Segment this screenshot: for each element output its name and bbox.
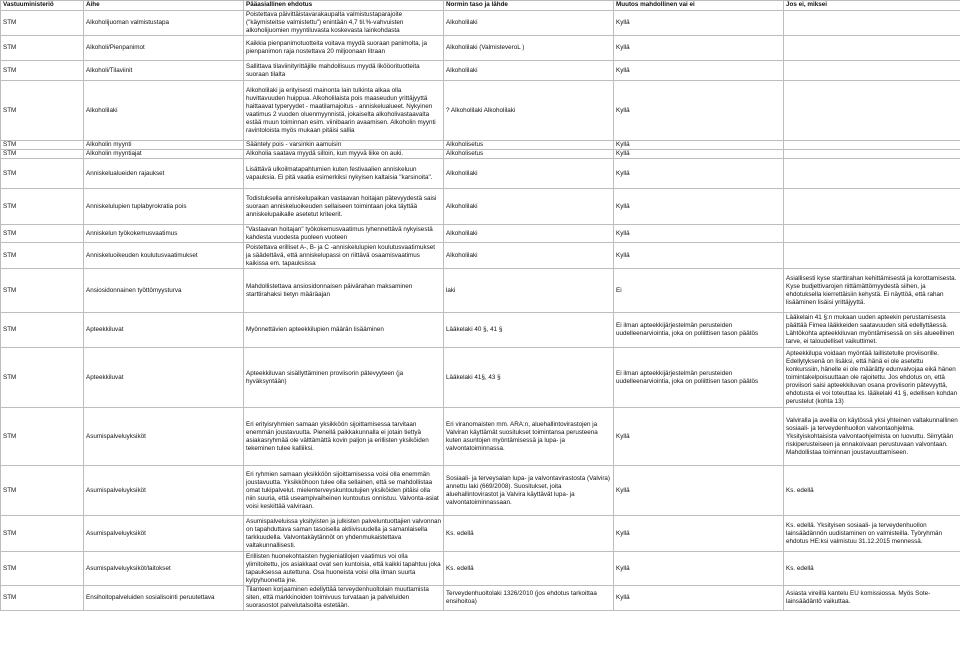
proposal-cell: Poistettava päivittäistavarakaupalta valmistustaparajoite ("käymisteitse valmistettu") enintään 4,7 til.%-vahvuisten alkoholijuomien myyntiluvasta koskevasta lainkohdasta bbox=[244, 11, 444, 36]
change-possible-cell: Kyllä bbox=[614, 552, 784, 586]
norm-source-cell: Alkoholisetus bbox=[444, 150, 614, 159]
change-possible-cell: Kyllä bbox=[614, 243, 784, 269]
proposal-cell: Apteekkiluvan sisällyttäminen proviisorin pätevyyteen (ja hyväksyntään) bbox=[244, 348, 444, 408]
table-row bbox=[1, 243, 960, 269]
ministry-cell: STM bbox=[1, 225, 84, 243]
change-possible-cell: Kyllä bbox=[614, 466, 784, 516]
topic-cell: Anniskelulupien tuplabyrokratia pois bbox=[84, 189, 244, 225]
norm-source-cell: Alkoholilaki (ValmisteveroL ) bbox=[444, 36, 614, 61]
reason-cell: Asiasta vireillä kantelu EU komissiossa. Myös Sote-lainsäädäntö vaikuttaa. bbox=[784, 586, 960, 611]
proposal-cell: Lisättävä ulkoilmatapahtumien kuten festivaalien anniskeluun vapauksia. Ei pitä vaatia esimerkiksi nykyisen kaltaisia "karsinoita". bbox=[244, 159, 444, 189]
proposal-cell: Tilanteen korjaaminen edellyttää terveydenhuoltolain muuttamista siten, että markkinoiden toimivuus turvataan ja palveluiden suorasostot palvelutalsoilta estetään. bbox=[244, 586, 444, 611]
change-possible-cell: Kyllä bbox=[614, 408, 784, 466]
table-row bbox=[1, 466, 960, 516]
proposal-cell: Mahdollistettava ansiosidonnaisen päivärahan maksaminen starttirahaksi tietyn määräajan bbox=[244, 269, 444, 313]
change-possible-cell: Kyllä bbox=[614, 36, 784, 61]
table-row bbox=[1, 36, 960, 61]
topic-cell: Alkoholin myynti bbox=[84, 141, 244, 150]
reason-cell: Ks. edellä bbox=[784, 552, 960, 586]
topic-cell: Asumispalveluyksiköt bbox=[84, 516, 244, 552]
change-possible-cell: Kyllä bbox=[614, 159, 784, 189]
table-row bbox=[1, 61, 960, 81]
ministry-cell: STM bbox=[1, 81, 84, 141]
topic-cell: Alkoholin myyntiajat bbox=[84, 150, 244, 159]
norm-source-cell: Alkoholilaki bbox=[444, 159, 614, 189]
norm-source-cell: Terveydenhuoltolaki 1326/2010 (jos ehdotus tarkoittaa ensihoitoa) bbox=[444, 586, 614, 611]
reason-cell bbox=[784, 225, 960, 243]
change-possible-cell: Ei ilman apteekkijärjestelmän perusteiden uudelleenarviointia, joka on poliittisen tason päätös bbox=[614, 348, 784, 408]
header-ministry: Vastuuministeriö bbox=[1, 1, 84, 11]
topic-cell: Alkoholijuoman valmistustapa bbox=[84, 11, 244, 36]
reason-cell bbox=[784, 11, 960, 36]
ministry-cell: STM bbox=[1, 516, 84, 552]
header-topic: Aihe bbox=[84, 1, 244, 11]
change-possible-cell: Kyllä bbox=[614, 11, 784, 36]
topic-cell: Alkoholi/Pienpanimot bbox=[84, 36, 244, 61]
ministry-cell: STM bbox=[1, 189, 84, 225]
table-row bbox=[1, 141, 960, 150]
norm-source-cell: Ks. edellä bbox=[444, 516, 614, 552]
topic-cell: Anniskelualueiden rajaukset bbox=[84, 159, 244, 189]
table-row bbox=[1, 81, 960, 141]
table-row bbox=[1, 348, 960, 408]
topic-cell: Alkoholi/Tilaviinit bbox=[84, 61, 244, 81]
table-row bbox=[1, 586, 960, 611]
ministry-cell: STM bbox=[1, 552, 84, 586]
reason-cell: Apteekkilupa voidaan myöntää laillistetulle proviisorille. Edellytyksenä on lisäksi, että hänä ei ole asetettu konkurssiin, hänelle ei ole määrätty edunvalvojaa eikä hänen toimintakelpoisuuttaan ole rajoitettu. Jos ehdotus on, että proviisori saisi apteekkiluvan osana proviisorin pätevyyttä, ehdotusta ei voi toteuttaa ks. lääkelaki 41 §, edellisen kohdan perustelut (kohta 13) bbox=[784, 348, 960, 408]
header-norm-source: Normin taso ja lähde bbox=[444, 1, 614, 11]
change-possible-cell: Kyllä bbox=[614, 189, 784, 225]
table-row bbox=[1, 189, 960, 225]
topic-cell: Asumispalveluyksiköt/laitokset bbox=[84, 552, 244, 586]
topic-cell: Ansiosidonnainen työttömyysturva bbox=[84, 269, 244, 313]
topic-cell: Apteekkiluvat bbox=[84, 348, 244, 408]
proposal-cell: Kaikkia pienpanimotuotteita voitava myydä suoraan panimolta, ja pienpanimon raja nostettava 20 miljoonaan litraan bbox=[244, 36, 444, 61]
change-possible-cell: Ei bbox=[614, 269, 784, 313]
reason-cell bbox=[784, 159, 960, 189]
table-row bbox=[1, 225, 960, 243]
proposal-cell: Asumispalveluissa yksityisten ja julkisten palveluntuottajien valvonnan on tapahduttava saman tasoisella aktiivisuudella ja samanlaisella tarkkuudella. Valvontakäytännöt on yhdenmukaistettava valtakunnallisesti. bbox=[244, 516, 444, 552]
proposal-cell: "Vastaavan hoitajan" työkokemusvaatimus lyhennettävä nykyisestä kahdesta vuodesta puoleen vuoteen bbox=[244, 225, 444, 243]
reason-cell: Valviralla ja aveilla on käytössä yksi yhteinen valtakunnallinen sosiaali- ja terveydenhuollon valvontaohjelma. Yksityiskohtaisista valvontaohjelmista on luovuttu. Siirrytään riskiperusteiseen ja ennakoivaan perustuvaan valvontaan. Mahdollistaa toiminnan joustavuuttamiseen. bbox=[784, 408, 960, 466]
change-possible-cell: Kyllä bbox=[614, 516, 784, 552]
proposal-cell: Eri erityisryhmien samaan yksikköön sijoittamisessa tarvitaan enemmän joustavuutta. Pienellä paikkakunnalla ei jotain tiettyä asiakasryhmää ole välttämättä kovin paljon ja erillisten yksiköiden tekeminen tulee kalliiksi. bbox=[244, 408, 444, 466]
table-row bbox=[1, 516, 960, 552]
proposal-cell: Alkoholia saatava myydä silloin, kun myyvä liike on auki. bbox=[244, 150, 444, 159]
ministry-cell: STM bbox=[1, 269, 84, 313]
ministry-cell: STM bbox=[1, 313, 84, 348]
proposal-cell: Eri ryhmien samaan yksikköön sijoittamisessa voisi olla enemmän joustavuutta. Yksikköhoon tulee olla sellainen, että se mahdollistaa omat tukipalvelut. mielenterveyskuntoutujien yksiköiden pitäisi olla niin suuria, että useampivaiheinen kuntoutus onnistuu. Valvonta-asiat voisi keskittää valviraan. bbox=[244, 466, 444, 516]
table-row bbox=[1, 269, 960, 313]
ministry-cell: STM bbox=[1, 36, 84, 61]
reason-cell bbox=[784, 150, 960, 159]
header-change-possible: Muutos mahdollinen vai ei bbox=[614, 1, 784, 11]
topic-cell: Alkoholilaki bbox=[84, 81, 244, 141]
change-possible-cell: Kyllä bbox=[614, 141, 784, 150]
reason-cell bbox=[784, 81, 960, 141]
topic-cell: Asumispalveluyksiköt bbox=[84, 466, 244, 516]
norm-source-cell: Alkoholilaki bbox=[444, 243, 614, 269]
header-row bbox=[1, 1, 960, 11]
norm-source-cell: Ks. edellä bbox=[444, 552, 614, 586]
reason-cell bbox=[784, 61, 960, 81]
ministry-cell: STM bbox=[1, 348, 84, 408]
change-possible-cell: Kyllä bbox=[614, 586, 784, 611]
change-possible-cell: Ei ilman apteekkijärjestelmän perusteiden uudelleenarviointia, joka on poliittisen tason päätös bbox=[614, 313, 784, 348]
reason-cell: Ks. edellä. Yksityisen sosiaali- ja terveydenhuollon lainsäädännön uudistaminen on valmisteilla. Työryhmän ehdotus HE:ksi valmistuu 31.12.2015 mennessä. bbox=[784, 516, 960, 552]
reason-cell: Asiallisesti kyse starttirahan kehittämisestä ja korottamisesta. Kyse budjettivarojen riittämättömyydestä siihen, ja ehdotuksella kierrettäisiin kehystä. Ei näyttöä, että rahan lisääminen lisäisi yrittäjyyttä. bbox=[784, 269, 960, 313]
table-row bbox=[1, 408, 960, 466]
norm-source-cell: Alkoholilaki bbox=[444, 189, 614, 225]
reason-cell bbox=[784, 189, 960, 225]
proposal-cell: Sääntely pois - varsinkin aamuisin bbox=[244, 141, 444, 150]
topic-cell: Anniskelun työkokemusvaatimus bbox=[84, 225, 244, 243]
norm-source-cell: Lääkelaki 41§, 43 § bbox=[444, 348, 614, 408]
ministry-cell: STM bbox=[1, 159, 84, 189]
reason-cell bbox=[784, 141, 960, 150]
proposal-cell: Todistuksella anniskelupaikan vastaavan hoitajan pätevyydestä saisi suoraan anniskeluoikeuden sellaiseen toimintaan joka täyttää anniskelupaikalle asetetut kriteerit. bbox=[244, 189, 444, 225]
table-row bbox=[1, 313, 960, 348]
norm-source-cell: ? Alkoholilaki Alkoholilaki bbox=[444, 81, 614, 141]
topic-cell: Ensihoitopalveluiden sosialisointi peruutettava bbox=[84, 586, 244, 611]
norm-source-cell: Lääkelaki 40 §, 41 § bbox=[444, 313, 614, 348]
ministry-cell: STM bbox=[1, 150, 84, 159]
norm-source-cell: laki bbox=[444, 269, 614, 313]
change-possible-cell: Kyllä bbox=[614, 81, 784, 141]
proposal-cell: Poistettava erilliset A-, B- ja C -anniskelulupien koulutusvaatimukset ja säädettävä, että anniskelupassi on riittävä osaamisvaatimus kaikissa em. tapauksissa bbox=[244, 243, 444, 269]
ministry-cell: STM bbox=[1, 11, 84, 36]
ministry-cell: STM bbox=[1, 243, 84, 269]
reason-cell bbox=[784, 243, 960, 269]
header-reason: Jos ei, miksei bbox=[784, 1, 960, 11]
ministry-cell: STM bbox=[1, 408, 84, 466]
table-row bbox=[1, 552, 960, 586]
proposal-cell: Erillisten huonekohtaisten hygieniatilojen vaatimus voi olla ylimitoitettu, jos asiakkaat ovat sen kuntoisia, että kaikki tapahtuu joka tapauksessa autettuna. Osa huoneista voisi olla ilman suurta kylpyhuonetta jne. bbox=[244, 552, 444, 586]
table-body bbox=[1, 11, 960, 611]
change-possible-cell: Kyllä bbox=[614, 150, 784, 159]
change-possible-cell: Kyllä bbox=[614, 225, 784, 243]
norm-source-cell: Alkoholisetus bbox=[444, 141, 614, 150]
reason-cell: Lääkelain 41 §:n mukaan uuden apteekin perustamisesta päättää Fimea lääkkeiden saatavuuden sitä edellyttäessä. Lähtökohta apteekkiluvan myöntämisessä on siis alueellinen tarve, ei taloudelliset vaikuttimet. bbox=[784, 313, 960, 348]
ministry-cell: STM bbox=[1, 61, 84, 81]
reason-cell: Ks. edellä bbox=[784, 466, 960, 516]
header-proposal: Pääasiallinen ehdotus bbox=[244, 1, 444, 11]
ministry-cell: STM bbox=[1, 586, 84, 611]
table-row bbox=[1, 11, 960, 36]
proposal-cell: Myönnettävien apteekkilupien määrän lisääminen bbox=[244, 313, 444, 348]
norm-source-cell: Alkoholilaki bbox=[444, 225, 614, 243]
topic-cell: Apteekkiluvat bbox=[84, 313, 244, 348]
norm-source-cell: Sosiaali- ja terveysalan lupa- ja valvontavirastosta (Valvira) annettu laki (669/2008). Suositukset, joita aluehallintovirastot ja Valvira käyttävät lupa- ja valvontatoiminnassaan. bbox=[444, 466, 614, 516]
norm-source-cell: Eri viranomaisten mm. ARA:n, aluehallintovirastojen ja Valviran käyttämät suositukset toimintansa perusteena kuten asuntojen myöntämisessä ja lupa- ja valvontatoiminnassa. bbox=[444, 408, 614, 466]
ministry-cell: STM bbox=[1, 466, 84, 516]
proposal-cell: Alkoholilaki ja erityisesti mainonta lain tulkinta alkaa olla huvittavuuden huippua. Alkoholilaista pois maaseudun yrittäjyyttä haittaavat typeryydet - maatilamajoitus - anniskelualueet. Nykyinen vaatimus 2 vuoden oluenmyynnistä, jokaiselta alkoholivastaavalta estää muun toiminnan esim. viinibaarin avaamisen. Alkoholin myynti ravintoloista myös mukaan pitäisi sallia bbox=[244, 81, 444, 141]
topic-cell: Asumispalveluyksiköt bbox=[84, 408, 244, 466]
reason-cell bbox=[784, 36, 960, 61]
norm-source-cell: Alkoholilaki bbox=[444, 11, 614, 36]
topic-cell: Anniskeluoikeuden koulutusvaatimukset bbox=[84, 243, 244, 269]
proposal-cell: Sallittava tilaviinityrittäjille mahdollisuus myydä likööorituotteita suoraan tilalta bbox=[244, 61, 444, 81]
table-row bbox=[1, 159, 960, 189]
ministry-cell: STM bbox=[1, 141, 84, 150]
change-possible-cell: Kyllä bbox=[614, 61, 784, 81]
norm-source-cell: Alkoholilaki bbox=[444, 61, 614, 81]
table-row bbox=[1, 150, 960, 159]
